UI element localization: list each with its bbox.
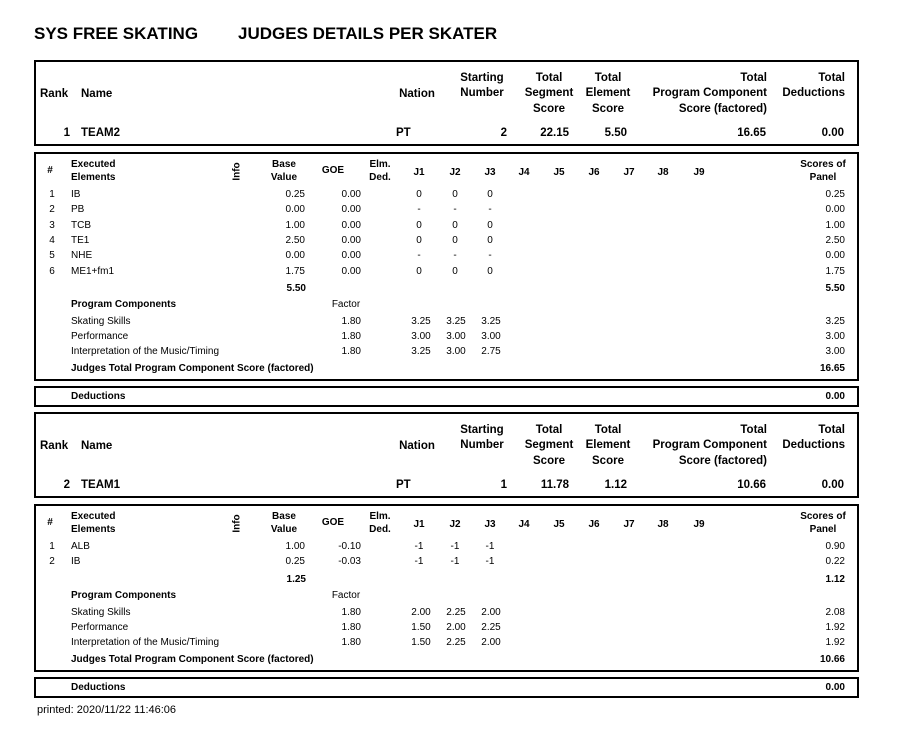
name-header: Name	[81, 440, 113, 452]
component-panel-score: 3.00	[825, 331, 845, 343]
judge-header-j3: J3	[484, 167, 496, 178]
total-segment-score: 11.78	[540, 479, 569, 491]
element-name: IB	[71, 556, 81, 568]
judge-header-j8: J8	[657, 519, 669, 530]
deductions-header-l2: Deductions	[782, 87, 845, 99]
base-value-header-l1: Base	[272, 511, 296, 522]
tss-header-l1: Total	[535, 424, 563, 436]
element-judge-j1: 0	[416, 234, 422, 246]
element-judge-j1: -	[417, 204, 421, 216]
element-judge-j2: -1	[450, 541, 460, 552]
executed-header-l1: Executed	[71, 511, 116, 522]
deductions-header-l1: Total	[818, 72, 845, 84]
goe-header: GOE	[321, 165, 345, 176]
component-judge-j1: 1.50	[411, 621, 431, 633]
skater-nation: PT	[396, 127, 411, 139]
deductions-value: 0.00	[825, 681, 845, 693]
judge-header-j9: J9	[693, 167, 705, 178]
component-factor: 1.80	[341, 637, 361, 649]
element-name: ME1+fm1	[71, 265, 115, 277]
element-judge-j2: -	[453, 250, 457, 262]
judge-header-j4: J4	[518, 167, 530, 178]
elm-ded-header-l1: Elm.	[369, 159, 391, 170]
element-name: TCB	[71, 219, 91, 231]
judge-header-j6: J6	[588, 519, 600, 530]
scores-of-panel-header-l2: Panel	[809, 171, 837, 183]
info-header: Info	[231, 162, 243, 181]
element-base-value: 0.25	[285, 556, 305, 568]
program-components-header: Program Components	[71, 589, 177, 601]
total-program-component-score: 10.66	[737, 479, 766, 491]
element-panel-total: 5.50	[825, 282, 845, 294]
component-factor: 1.80	[341, 331, 361, 343]
element-name: ALB	[71, 541, 90, 552]
tss-header-l3: Score	[533, 103, 565, 115]
name-header: Name	[81, 88, 113, 100]
element-goe: -0.03	[338, 556, 361, 568]
event-title: SYS FREE SKATING	[34, 24, 199, 43]
element-panel-score: 0.00	[825, 204, 845, 216]
component-judge-j3: 2.25	[481, 621, 501, 633]
judge-header-j2: J2	[449, 167, 461, 178]
element-name: NHE	[71, 250, 93, 262]
element-judge-j3: -	[488, 250, 492, 262]
judge-header-j5: J5	[553, 167, 565, 178]
starting-header-l1: Starting	[460, 72, 504, 84]
judge-header-j6: J6	[588, 167, 600, 178]
component-panel-score: 1.92	[825, 621, 845, 633]
starting-header-l1: Starting	[460, 424, 504, 436]
element-judge-j3: 0	[487, 234, 493, 246]
total-deductions: 0.00	[821, 479, 844, 491]
element-number: 1	[49, 189, 55, 200]
deductions-label: Deductions	[71, 390, 126, 402]
tss-header-l3: Score	[533, 455, 565, 467]
skater-rank: 2	[63, 479, 70, 491]
component-factor: 1.80	[341, 621, 361, 633]
element-judge-j2: -1	[450, 556, 460, 568]
report-title: JUDGES DETAILS PER SKATER	[238, 24, 498, 43]
component-judge-j2: 3.00	[446, 331, 466, 343]
base-value-header-l2: Value	[270, 171, 298, 183]
pcs-header-l2: Program Component	[652, 87, 767, 99]
skater-name: TEAM1	[81, 479, 120, 491]
element-judge-j1: 0	[416, 265, 422, 277]
element-name: PB	[71, 204, 85, 216]
rank-header: Rank	[40, 88, 69, 100]
component-factor: 1.80	[341, 346, 361, 358]
component-judge-j2: 3.25	[446, 315, 466, 327]
component-judge-j2: 2.00	[446, 621, 466, 633]
element-number: 4	[49, 234, 55, 246]
component-name: Performance	[71, 331, 129, 343]
factor-header: Factor	[331, 589, 361, 601]
element-number: 2	[49, 556, 55, 568]
element-panel-score: 1.75	[825, 265, 845, 277]
nation-header: Nation	[399, 88, 435, 100]
element-judge-j3: -1	[485, 541, 495, 552]
executed-header-l2: Elements	[71, 523, 116, 535]
deductions-box	[34, 386, 859, 407]
scores-of-panel-header-l1: Scores of	[800, 159, 846, 170]
element-number: 6	[49, 265, 55, 277]
pcs-header-l2: Program Component	[652, 439, 767, 451]
component-judge-j3: 2.75	[481, 346, 501, 358]
scores-of-panel-header-l1: Scores of	[800, 511, 846, 522]
tes-header-l1: Total	[594, 424, 622, 436]
judge-header-j1: J1	[413, 167, 425, 178]
element-panel-score: 0.25	[825, 189, 845, 200]
rank-header: Rank	[40, 440, 69, 452]
starting-header-l2: Number	[460, 439, 504, 451]
total-program-component-score: 16.65	[737, 127, 766, 139]
component-judge-j1: 1.50	[411, 637, 431, 649]
starting-number: 1	[500, 479, 507, 491]
component-panel-score: 3.00	[825, 346, 845, 358]
component-judge-j3: 2.00	[481, 637, 501, 649]
tes-header-l3: Score	[592, 103, 624, 115]
pcs-header-l1: Total	[740, 72, 767, 84]
element-judge-j2: 0	[452, 219, 458, 231]
skater-rank: 1	[63, 127, 70, 139]
element-judge-j1: 0	[416, 189, 422, 200]
judges-total-label: Judges Total Program Component Score (factored)	[71, 653, 314, 665]
judge-header-j9: J9	[693, 519, 705, 530]
deductions-label: Deductions	[71, 681, 126, 693]
base-value-total: 1.25	[286, 573, 306, 585]
component-judge-j2: 2.25	[446, 637, 466, 649]
component-name: Performance	[71, 621, 129, 633]
element-base-value: 0.00	[285, 250, 305, 262]
executed-header-l2: Elements	[71, 171, 116, 183]
tes-header-l1: Total	[594, 72, 622, 84]
element-goe: 0.00	[341, 265, 361, 277]
base-value-header-l1: Base	[272, 159, 296, 170]
element-base-value: 0.25	[285, 189, 305, 200]
tss-header-l2: Segment	[524, 439, 574, 451]
nation-header: Nation	[399, 440, 435, 452]
component-judge-j2: 2.25	[446, 606, 466, 618]
tes-header-l2: Element	[585, 439, 631, 451]
element-judge-j2: 0	[452, 189, 458, 200]
element-judge-j2: 0	[452, 265, 458, 277]
total-deductions: 0.00	[821, 127, 844, 139]
deductions-header-l2: Deductions	[782, 439, 845, 451]
judges-total-score: 10.66	[819, 653, 845, 665]
deductions-value: 0.00	[825, 390, 845, 402]
component-judge-j1: 3.25	[411, 315, 431, 327]
deductions-header-l1: Total	[818, 424, 845, 436]
element-panel-score: 0.22	[825, 556, 845, 568]
element-name: IB	[71, 189, 81, 200]
element-goe: 0.00	[341, 219, 361, 231]
number-header: #	[47, 165, 53, 176]
component-name: Interpretation of the Music/Timing	[71, 637, 220, 649]
tss-header-l2: Segment	[524, 87, 574, 99]
number-header: #	[47, 517, 53, 528]
base-value-total: 5.50	[286, 282, 306, 294]
component-factor: 1.80	[341, 315, 361, 327]
scores-of-panel-header-l2: Panel	[809, 523, 837, 535]
element-judge-j3: 0	[487, 219, 493, 231]
elm-ded-header-l2: Ded.	[369, 523, 391, 535]
element-panel-score: 1.00	[825, 219, 845, 231]
judges-total-label: Judges Total Program Component Score (factored)	[71, 362, 314, 374]
element-panel-total: 1.12	[825, 573, 845, 585]
element-judge-j3: -	[488, 204, 492, 216]
element-judge-j1: 0	[416, 219, 422, 231]
element-judge-j2: -	[453, 204, 457, 216]
tes-header-l2: Element	[585, 87, 631, 99]
tss-header-l1: Total	[535, 72, 563, 84]
elm-ded-header-l1: Elm.	[369, 511, 391, 522]
goe-header: GOE	[321, 517, 345, 528]
element-judge-j3: 0	[487, 189, 493, 200]
element-goe: 0.00	[341, 204, 361, 216]
element-goe: 0.00	[341, 250, 361, 262]
judge-header-j4: J4	[518, 519, 530, 530]
element-judge-j2: 0	[452, 234, 458, 246]
total-element-score: 1.12	[604, 479, 627, 491]
judge-header-j5: J5	[553, 519, 565, 530]
total-element-score: 5.50	[604, 127, 627, 139]
program-components-header: Program Components	[71, 298, 177, 310]
element-judge-j1: -1	[414, 556, 424, 568]
judge-header-j7: J7	[623, 167, 635, 178]
pcs-header-l1: Total	[740, 424, 767, 436]
element-goe: 0.00	[341, 234, 361, 246]
component-panel-score: 2.08	[825, 606, 845, 618]
starting-number: 2	[500, 127, 507, 139]
tes-header-l3: Score	[592, 455, 624, 467]
judge-header-j2: J2	[449, 519, 461, 530]
element-name: TE1	[71, 234, 90, 246]
component-judge-j3: 2.00	[481, 606, 501, 618]
element-panel-score: 2.50	[825, 234, 845, 246]
element-number: 2	[49, 204, 55, 216]
component-judge-j3: 3.25	[481, 315, 501, 327]
executed-header-l1: Executed	[71, 159, 116, 170]
judge-header-j8: J8	[657, 167, 669, 178]
factor-header: Factor	[331, 298, 361, 310]
pcs-header-l3: Score (factored)	[678, 455, 767, 467]
total-segment-score: 22.15	[540, 127, 569, 139]
element-judge-j1: -	[417, 250, 421, 262]
component-name: Skating Skills	[71, 315, 131, 327]
element-number: 5	[49, 250, 55, 262]
element-panel-score: 0.90	[825, 541, 845, 552]
element-panel-score: 0.00	[825, 250, 845, 262]
judge-header-j7: J7	[623, 519, 635, 530]
printed-timestamp: printed: 2020/11/22 11:46:06	[37, 704, 177, 716]
deductions-box	[34, 677, 859, 698]
skater-name: TEAM2	[81, 127, 120, 139]
component-judge-j3: 3.00	[481, 331, 501, 343]
component-factor: 1.80	[341, 606, 361, 618]
element-base-value: 1.00	[285, 219, 305, 231]
component-panel-score: 3.25	[825, 315, 845, 327]
base-value-header-l2: Value	[270, 523, 298, 535]
component-judge-j1: 2.00	[411, 606, 431, 618]
component-judge-j1: 3.25	[411, 346, 431, 358]
element-goe: -0.10	[338, 541, 361, 552]
element-judge-j1: -1	[414, 541, 424, 552]
component-judge-j1: 3.00	[411, 331, 431, 343]
element-base-value: 0.00	[285, 204, 305, 216]
info-header: Info	[231, 514, 243, 533]
element-base-value: 1.00	[285, 541, 305, 552]
element-number: 1	[49, 541, 55, 552]
judge-header-j1: J1	[413, 519, 425, 530]
component-judge-j2: 3.00	[446, 346, 466, 358]
skater-nation: PT	[396, 479, 411, 491]
element-number: 3	[49, 219, 55, 231]
element-base-value: 2.50	[285, 234, 305, 246]
starting-header-l2: Number	[460, 87, 504, 99]
pcs-header-l3: Score (factored)	[678, 103, 767, 115]
judge-header-j3: J3	[484, 519, 496, 530]
component-name: Interpretation of the Music/Timing	[71, 346, 220, 358]
component-panel-score: 1.92	[825, 637, 845, 649]
element-goe: 0.00	[341, 189, 361, 200]
element-judge-j3: 0	[487, 265, 493, 277]
element-judge-j3: -1	[485, 556, 495, 568]
element-base-value: 1.75	[285, 265, 305, 277]
judges-total-score: 16.65	[819, 362, 845, 374]
elm-ded-header-l2: Ded.	[369, 171, 391, 183]
component-name: Skating Skills	[71, 606, 131, 618]
